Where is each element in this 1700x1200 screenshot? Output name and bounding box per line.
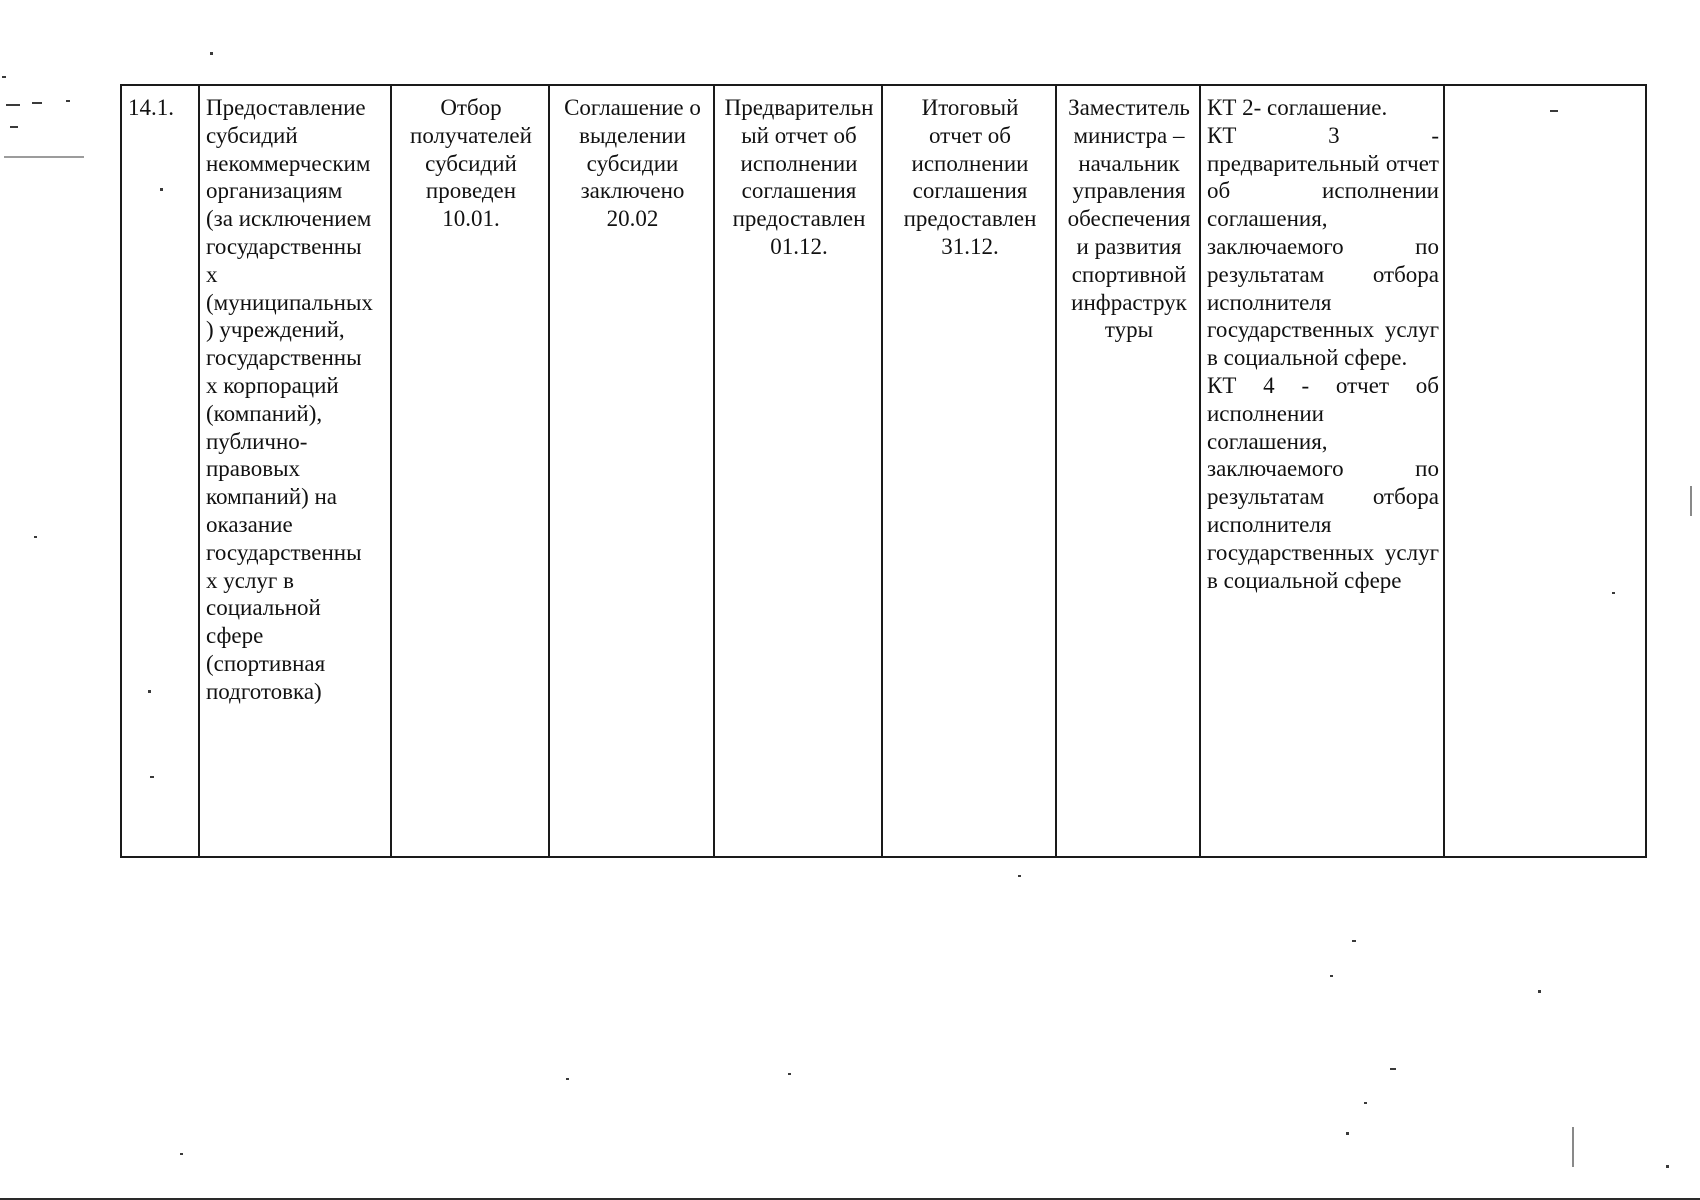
scan-speck: [148, 690, 151, 693]
selection-cell: Отбор получателей субсидий проведен 10.01.: [391, 85, 549, 857]
scan-speck: [1550, 110, 1558, 112]
kt3-text: КТ 3 - предварительный отчет об исполнении соглашения, заключаемого по результатам отбора исполнителя государственных услуг в социальной сфере.: [1207, 122, 1439, 371]
scan-speck: [1612, 592, 1615, 594]
final-report-cell: Итоговый отчет об исполнении соглашения предоставлен 31.12.: [882, 85, 1056, 857]
plan-table: [120, 84, 1647, 858]
scan-speck: [4, 156, 84, 158]
scan-speck: [1364, 1102, 1367, 1104]
scan-speck: [1572, 1127, 1574, 1167]
kt2-text: КТ 2- соглашение.: [1207, 95, 1388, 120]
scan-speck: [1666, 1165, 1669, 1168]
scan-speck: [10, 126, 18, 128]
agreement-cell: Соглашение о выделении субсидии заключено 20.02: [549, 85, 714, 857]
scan-speck: [32, 102, 42, 104]
scan-speck: [566, 1078, 569, 1080]
kt4-text: КТ 4 - отчет об исполнении соглашения, заключаемого по результатам отбора исполнителя государственных услуг в социальной сфере: [1207, 372, 1439, 593]
preliminary-report-cell: Предварительн ый отчет об исполнении соглашения предоставлен 01.12.: [714, 85, 882, 857]
scan-speck: [66, 100, 70, 102]
scan-speck: [1352, 940, 1356, 942]
scan-speck: [160, 188, 163, 191]
scan-speck: [1330, 975, 1333, 977]
row-number-cell: 14.1.: [121, 85, 199, 857]
event-name-cell: Предоставление субсидий некоммерческим организациям (за исключением государственны х (муниципальных ) учреждений, государственны х корпораций (компаний), публично- правовых компаний) на оказание государственны х услуг в социальной сфере (спортивная подготовка): [199, 85, 391, 857]
responsible-cell: Заместитель министра – начальник управления обеспечения и развития спортивной инфраструк туры: [1056, 85, 1200, 857]
scan-speck: [6, 104, 20, 106]
scan-speck: [150, 776, 154, 778]
scan-speck: [1018, 875, 1021, 877]
scan-speck: [34, 536, 37, 538]
scan-speck: [1538, 990, 1541, 993]
scan-speck: [788, 1073, 791, 1075]
scan-speck: [1690, 486, 1692, 516]
scan-speck: [180, 1153, 183, 1155]
scan-speck: [1390, 1068, 1396, 1070]
empty-cell: [1444, 85, 1646, 857]
scan-speck: [1346, 1132, 1349, 1135]
scan-speck: [210, 52, 213, 55]
table-row: [121, 85, 1646, 857]
control-points-cell: [1200, 85, 1444, 857]
scan-speck: [2, 76, 6, 78]
